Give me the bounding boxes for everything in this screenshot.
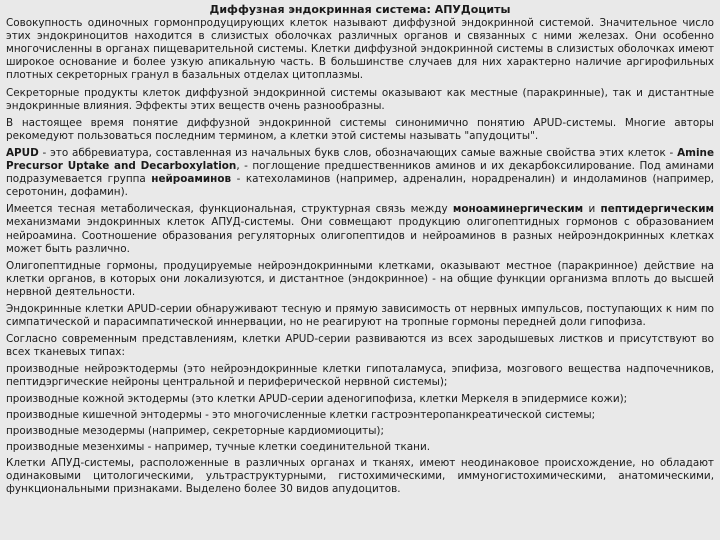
paragraph-apud-synonym: В настоящее время понятие диффузной эндокринной системы синонимично понятию APUD-системы. Многие авторы рекомедуют пользоваться последним термином, а клетки этой системы называть "апудоциты". (6, 116, 714, 142)
mechanisms-and: и (583, 203, 601, 216)
list-item: производные кожной эктодермы (это клетки APUD-серии аденогипофиза, клетки Меркеля в эпидермисе кожи); (6, 392, 628, 405)
apud-text-1: - это аббревиатура, составленная из начальных букв слов, обозначающих самые важные свойства этих клеток - (38, 146, 678, 159)
apud-text-2: , - поглощение предшественников аминов и их декарбоксилирование. Под аминами подразумевается группа (6, 160, 714, 186)
paragraph-mechanisms (6, 203, 714, 255)
paragraph-germ-layers: Согласно современным представлениям, клетки APUD-серии развиваются из всех зародышевых листков и присутствуют во всех тканевых типах: (6, 333, 714, 359)
paragraph-nerve-dependence: Эндокринные клетки APUD-серии обнаруживают тесную и прямую зависимость от нервных импульсов, поступающих к ним по симпатической и парасимпатической иннервации, но не реагируют на тропные гормоны передней доли гипофиза. (6, 302, 714, 329)
paragraph-conclusion: Клетки АПУД-системы, расположенные в различных органах и тканях, имеют неодинаковое происхождение, но обладают одинаковыми цитологическими, ультраструктурными, гистохимическими, иммуногистохимическими, анатомическими, функциональными признаками. Выделено более 30 видов апудоцитов. (6, 456, 714, 496)
mechanisms-text-1: Имеется тесная метаболическая, функциональная, структурная связь между (6, 203, 453, 216)
mechanisms-text-2: механизмами эндокринных клеток АПУД-системы. Они совмещают продукцию олигопептидных гормонов с образованием нейроамина. Соотношение образования регуляторных олигопептидов и нейроаминов в разных нейроэндокринных клетках может быть различно. (6, 216, 714, 255)
list-item: производные мезенхимы - например, тучные клетки соединительной ткани. (6, 440, 430, 453)
paragraph-secretory-products: Секреторные продукты клеток диффузной эндокринной системы оказывают как местные (паракринные), так и дистантные эндокринные влияния. Эффекты этих веществ очень разнообразны. (6, 86, 714, 112)
list-item: производные кишечной энтодермы - это многочисленные клетки гастроэнтеропанкреатической системы; (6, 408, 596, 421)
peptidergic-term: пептидергическим (600, 203, 715, 216)
paragraph-intro: Совокупность одиночных гормонпродуцирующих клеток называют диффузной эндокринной системой. Значительное число этих эндокриноцитов находится в слизистых оболочках различных органов и связанных с ними железах. Они особенно многочисленны в органах пищеварительной системы. Клетки диффузной эндокринной системы в слизистых оболочках имеют широкое основание и более узкую апикальную часть. В большинстве случаев для них характерно наличие аргирофильных плотных секреторных гранул в базальных отделах цитоплазмы. (6, 17, 714, 82)
list-item: производные мезодермы (например, секреторные кардиомиоциты); (6, 424, 384, 437)
apud-text-3: - катехоламинов (например, адреналин, норадреналин) и индоламинов (например, серотонин, дофамин). (6, 173, 714, 199)
paragraph-apud-definition (6, 147, 714, 199)
apud-term: APUD (6, 146, 39, 159)
page-title: Диффузная эндокринная система: АПУДоциты (209, 3, 511, 16)
neuroamines-term: нейроаминов (151, 173, 232, 186)
apud-english-term: Amine Precursor Uptake and Decarboxylation (6, 146, 714, 173)
paragraph-oligopeptide-hormones: Олигопептидные гормоны, продуцируемые нейроэндокринными клетками, оказывают местное (паракринное) действие на клетки органов, в которых они локализуются, и дистантное (эндокринное) - на общие функции организма вплоть до высшей нервной деятельности. (6, 259, 714, 298)
monoaminergic-term: моноаминергическим (452, 203, 584, 216)
list-item: производные нейроэктодермы (это нейроэндокринные клетки гипоталамуса, эпифиза, мозгового вещества надпочечников, пептидэргические нейроны центральной и периферической нервной системы); (6, 363, 714, 389)
